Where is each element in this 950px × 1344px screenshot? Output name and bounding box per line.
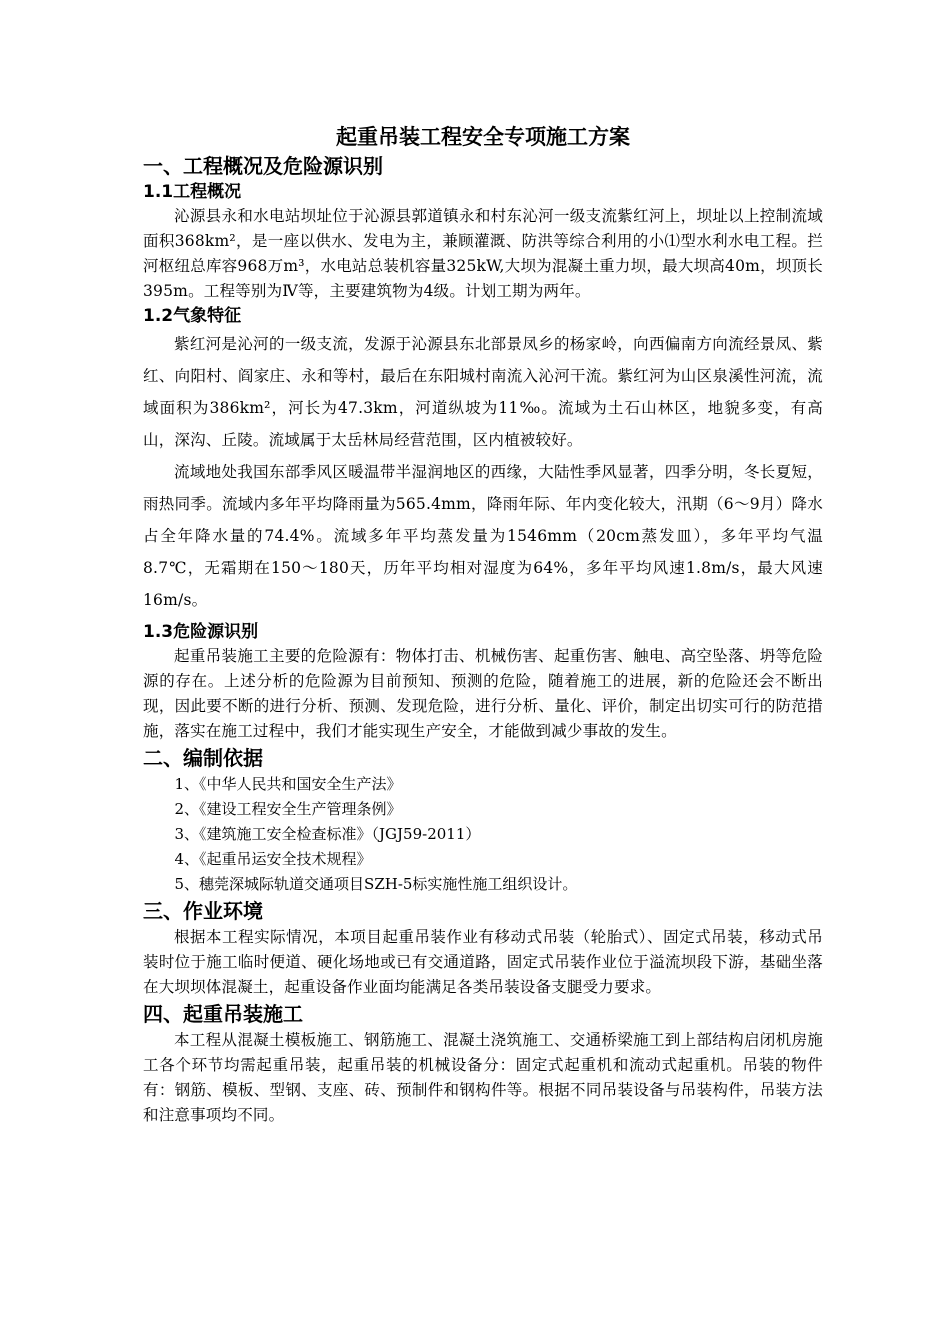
- list-item: 4、《起重吊运安全技术规程》: [174, 850, 372, 868]
- work-environment-paragraph: 根据本工程实际情况，本项目起重吊装作业有移动式吊装（轮胎式）、固定式吊装，移动式吊装时位于施工临时便道、硬化场地或已有交通道路，固定式吊装作业位于溢流坝段下游，基础坐落在大坝坝体混凝土，起重设备作业面均能满足各类吊装设备支腿受力要求。: [143, 928, 823, 996]
- hazard-paragraph: 起重吊装施工主要的危险源有：物体打击、机械伤害、起重伤害、触电、高空坠落、坍等危险源的存在。上述分析的危险源为目前预知、预测的危险，随着施工的进展，新的危险还会不断出现，因此要不断的进行分析、预测、发现危险，进行分析、量化、评价，制定出切实可行的防范措施，落实在施工过程中，我们才能实现生产安全，才能做到减少事故的发生。: [143, 647, 823, 740]
- document-page: [143, 122, 823, 1128]
- climate-paragraph-2: 流域地处我国东部季风区暖温带半湿润地区的西缘，大陆性季风显著，四季分明，冬长夏短，雨热同季。流域内多年平均降雨量为565.4mm，降雨年际、年内变化较大，汛期（6～9月）降水占全年降水量的74.4%。流域多年平均蒸发量为1546mm（20cm蒸发皿），多年平均气温8.7℃，无霜期在150～180天，历年平均相对湿度为64%，多年平均风速1.8m/s，最大风速16m/s。: [143, 463, 823, 609]
- list-item: 5、穗莞深城际轨道交通项目SZH-5标实施性施工组织设计。: [174, 875, 578, 893]
- list-item: 3、《建筑施工安全检查标准》（JGJ59-2011）: [174, 825, 481, 843]
- reference-list: [143, 772, 823, 897]
- section-3-heading: 三、作业环境: [143, 899, 263, 923]
- lifting-construction-paragraph: 本工程从混凝土模板施工、钢筋施工、混凝土浇筑施工、交通桥梁施工到上部结构启闭机房施工各个环节均需起重吊装，起重吊装的机械设备分：固定式起重机和流动式起重机。吊装的物件有：钢筋、模板、型钢、支座、砖、预制件和钢构件等。根据不同吊装设备与吊装构件，吊装方法和注意事项均不同。: [143, 1031, 823, 1124]
- project-overview-paragraph: 沁源县永和水电站坝址位于沁源县郭道镇永和村东沁河一级支流紫红河上，坝址以上控制流域面积368km²，是一座以供水、发电为主，兼顾灌溉、防洪等综合利用的小⑴型水利水电工程。拦河枢纽总库容968万m³，水电站总装机容量325kW,大坝为混凝土重力坝，最大坝高40m，坝顶长395m。工程等别为Ⅳ等，主要建筑物为4级。计划工期为两年。: [143, 207, 823, 300]
- document-title: 起重吊装工程安全专项施工方案: [336, 125, 630, 149]
- section-2-heading: 二、编制依据: [143, 746, 263, 770]
- list-item: 2、《建设工程安全生产管理条例》: [174, 800, 402, 818]
- section-4-heading: 四、起重吊装施工: [143, 1002, 303, 1026]
- list-item: 1、《中华人民共和国安全生产法》: [174, 775, 402, 793]
- section-1-heading: 一、工程概况及危险源识别: [143, 154, 383, 178]
- section-1-3-heading: 1.3危险源识别: [143, 622, 259, 642]
- climate-paragraph-1: 紫红河是沁河的一级支流，发源于沁源县东北部景凤乡的杨家岭，向西偏南方向流经景凤、紫红、向阳村、阎家庄、永和等村，最后在东阳城村南流入沁河干流。紫红河为山区泉溪性河流，流域面积为386km²，河长为47.3km，河道纵坡为11‰。流域为土石山林区，地貌多变，有高山，深沟、丘陵。流域属于太岳林局经营范围，区内植被较好。: [143, 335, 823, 449]
- section-1-2-heading: 1.2气象特征: [143, 306, 242, 326]
- section-1-1-heading: 1.1工程概况: [143, 182, 242, 202]
